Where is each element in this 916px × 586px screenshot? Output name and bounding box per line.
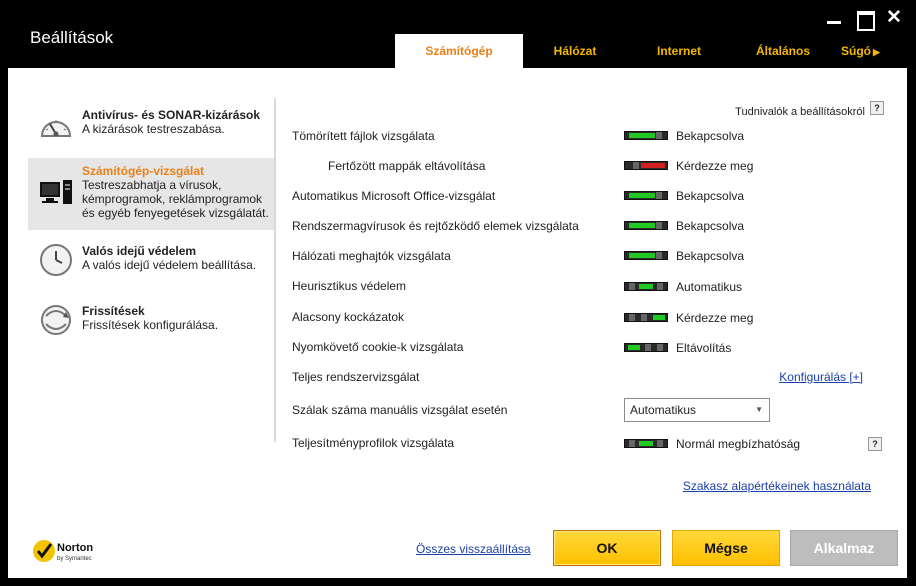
setting-toggle[interactable] xyxy=(624,161,668,170)
sidebar-item-desc: A valós idejű védelem beállítása. xyxy=(82,258,257,272)
setting-label: Rendszermagvírusok és rejtőzködő elemek vizsgálata xyxy=(292,219,579,233)
setting-status: Bekapcsolva xyxy=(676,189,745,203)
threads-select[interactable] xyxy=(624,398,770,422)
tab-network[interactable]: Hálózat xyxy=(553,44,597,58)
setting-label: Teljesítményprofilok vizsgálata xyxy=(292,436,455,450)
setting-slider[interactable] xyxy=(624,439,668,448)
setting-toggle[interactable] xyxy=(624,191,668,200)
sidebar-item-updates[interactable] xyxy=(28,298,276,344)
gauge-icon xyxy=(38,110,74,146)
dropdown-arrow-icon: ▼ xyxy=(755,405,763,414)
maximize-icon[interactable] xyxy=(856,10,872,26)
help-question-icon[interactable]: ? xyxy=(868,437,882,451)
svg-text:by Symantec: by Symantec xyxy=(57,556,92,562)
setting-status: Bekapcsolva xyxy=(676,129,745,143)
setting-status: Kérdezze meg xyxy=(676,159,754,173)
setting-label: Szálak száma manuális vizsgálat esetén xyxy=(292,403,508,417)
window-controls xyxy=(826,7,902,28)
tab-general[interactable]: Általános xyxy=(755,44,810,58)
setting-toggle[interactable] xyxy=(624,131,668,140)
setting-slider[interactable] xyxy=(624,282,668,291)
sidebar xyxy=(28,102,276,344)
globe-refresh-icon xyxy=(38,302,74,338)
sidebar-item-realtime-protection[interactable] xyxy=(28,238,276,298)
setting-slider[interactable] xyxy=(624,313,668,322)
sidebar-item-title: Frissítések xyxy=(82,304,145,318)
sidebar-item-desc: Frissítések konfigurálása. xyxy=(82,318,219,332)
setting-status: Normál megbízhatóság xyxy=(676,437,801,451)
setting-label: Tömörített fájlok vizsgálata xyxy=(292,129,435,143)
apply-button[interactable]: Alkalmaz xyxy=(790,530,898,566)
select-value: Automatikus xyxy=(630,403,697,417)
setting-toggle[interactable] xyxy=(624,251,668,260)
setting-label: Nyomkövető cookie-k vizsgálata xyxy=(292,340,464,354)
tab-internet[interactable]: Internet xyxy=(656,44,701,58)
sidebar-item-exclusions[interactable] xyxy=(28,102,276,154)
sidebar-item-computer-scan[interactable] xyxy=(28,158,276,230)
sidebar-item-title: Antivírus- és SONAR-kizárások xyxy=(82,108,261,122)
help-question-icon[interactable]: ? xyxy=(870,101,884,115)
svg-text:Norton: Norton xyxy=(57,542,94,554)
setting-label: Teljes rendszervizsgálat xyxy=(292,370,420,384)
setting-status: Automatikus xyxy=(676,280,743,294)
ok-button[interactable]: OK xyxy=(553,530,661,566)
reset-all-link[interactable]: Összes visszaállítása xyxy=(416,542,531,556)
setting-label: Fertőzött mappák eltávolítása xyxy=(328,159,486,173)
sidebar-item-desc: A kizárások testreszabása. xyxy=(82,122,225,136)
title-bar xyxy=(0,0,916,68)
setting-slider[interactable] xyxy=(624,343,668,352)
computer-icon xyxy=(38,176,74,212)
norton-logo xyxy=(32,536,112,566)
setting-label: Automatikus Microsoft Office-vizsgálat xyxy=(292,189,496,203)
tab-computer[interactable]: Számítógép xyxy=(395,34,523,68)
clock-icon xyxy=(38,242,74,278)
minimize-icon[interactable] xyxy=(826,10,842,26)
setting-status: Bekapcsolva xyxy=(676,219,745,233)
sidebar-item-title: Számítógép-vizsgálat xyxy=(82,164,205,178)
cancel-button[interactable]: Mégse xyxy=(672,530,780,566)
close-icon[interactable]: ✕ xyxy=(886,7,902,28)
tab-help-label: Súgó xyxy=(841,44,871,58)
setting-status: Kérdezze meg xyxy=(676,311,754,325)
use-defaults-link[interactable]: Szakasz alapértékeinek használata xyxy=(682,479,871,493)
settings-panel xyxy=(8,68,907,578)
play-arrow-icon: ▶ xyxy=(873,47,880,57)
settings-help-label[interactable]: Tudnivalók a beállításokról xyxy=(735,106,865,118)
setting-label: Heurisztikus védelem xyxy=(292,279,407,293)
sidebar-item-title: Valós idejű védelem xyxy=(82,244,197,258)
setting-toggle[interactable] xyxy=(624,221,668,230)
window-title: Beállítások xyxy=(30,28,114,47)
divider xyxy=(274,98,276,442)
tab-help[interactable] xyxy=(835,34,895,68)
setting-label: Hálózati meghajtók vizsgálata xyxy=(292,249,451,263)
setting-label: Alacsony kockázatok xyxy=(292,310,405,324)
setting-status: Eltávolítás xyxy=(676,341,732,355)
setting-status: Bekapcsolva xyxy=(676,249,745,263)
sidebar-item-desc: Testreszabhatja a vírusok, kémprogramok, reklámprogramok és egyéb fenyegetések vizsgálatát. xyxy=(82,178,269,220)
configure-link[interactable]: Konfigurálás [+] xyxy=(779,370,863,384)
tab-bar xyxy=(395,34,895,68)
